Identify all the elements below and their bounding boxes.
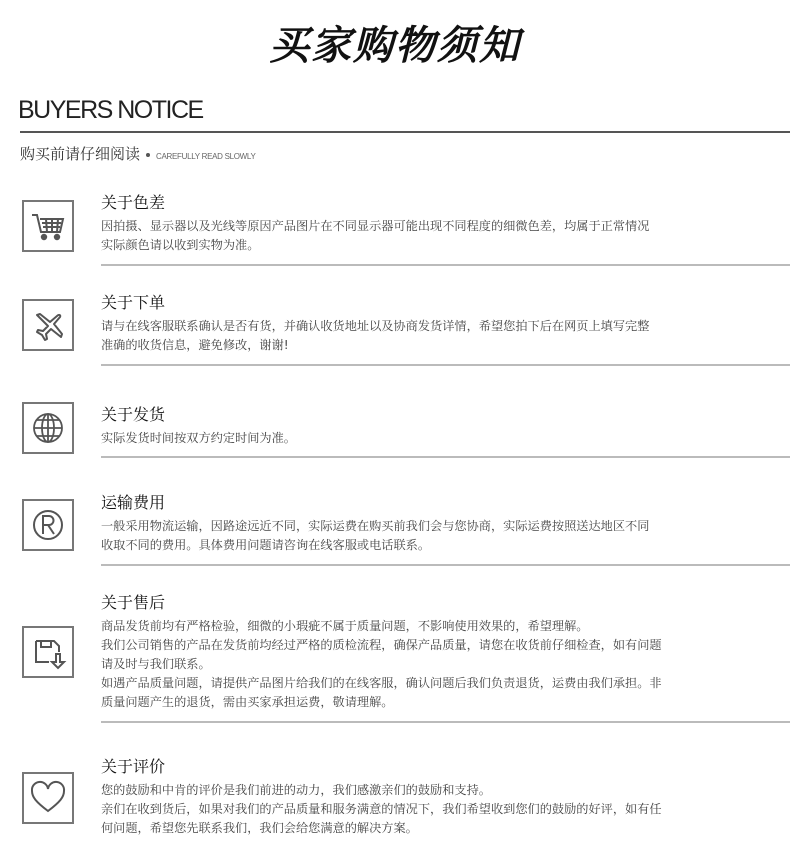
body-line: 您的鼓励和中肯的评价是我们前进的动力，我们感激亲们的鼓励和支持。 xyxy=(101,783,491,797)
body-line: 实际颜色请以收到实物为准。 xyxy=(101,238,260,252)
section-title: 运输费用 xyxy=(101,493,166,512)
body-line: 请及时与我们联系。 xyxy=(101,657,211,671)
body-line: 我们公司销售的产品在发货前均经过严格的质检流程，确保产品质量，请您在收货前仔细检查，如有问题 xyxy=(101,638,662,652)
body-line: 亲们在收到货后，如果对我们的产品质量和服务满意的情况下，我们希望收到您们的鼓励的好评，如有任 xyxy=(101,802,662,816)
airplane-icon xyxy=(22,299,74,351)
section-body xyxy=(101,781,751,838)
body-line: 准确的收货信息，避免修改，谢谢! xyxy=(101,338,289,352)
globe-icon xyxy=(22,402,74,454)
section-title: 关于下单 xyxy=(101,293,166,312)
bullet-dot xyxy=(146,153,150,157)
body-line: 收取不同的费用。具体费用问题请咨询在线客服或电话联系。 xyxy=(101,538,431,552)
body-line: 质量问题产生的退货，需由买家承担运费，敬请理解。 xyxy=(101,695,394,709)
section-body xyxy=(101,317,751,355)
section-body xyxy=(101,217,751,255)
section-divider xyxy=(101,721,790,723)
subtitle-cn: 购买前请仔细阅读 xyxy=(20,145,141,163)
body-line: 实际发货时间按双方约定时间为准。 xyxy=(101,431,296,445)
section-title: 关于评价 xyxy=(101,757,166,776)
heart-icon xyxy=(22,772,74,824)
return-box-icon xyxy=(22,626,74,678)
section-divider xyxy=(101,264,790,266)
section-divider xyxy=(101,564,790,566)
header-divider xyxy=(20,131,790,133)
section-title: 关于色差 xyxy=(101,193,166,212)
body-line: 一般采用物流运输，因路途远近不同，实际运费在购买前我们会与您协商，实际运费按照送达地区不同 xyxy=(101,519,650,533)
subtitle-en: CAREFULLY READ SLOWLY xyxy=(156,152,256,161)
section-body xyxy=(101,429,751,448)
subtitle-line xyxy=(20,143,256,164)
body-line: 请与在线客服联系确认是否有货，并确认收货地址以及协商发货详情，希望您拍下后在网页上填写完整 xyxy=(101,319,650,333)
shopping-cart-icon xyxy=(22,200,74,252)
body-line: 如遇产品质量问题，请提供产品图片给我们的在线客服，确认问题后我们负责退货，运费由我们承担。非 xyxy=(101,676,662,690)
body-line: 因拍摄、显示器以及光线等原因产品图片在不同显示器可能出现不同程度的细微色差，均属于正常情况 xyxy=(101,219,650,233)
page-title: 买家购物须知 xyxy=(269,23,521,69)
section-divider xyxy=(101,364,790,366)
section-title: 关于售后 xyxy=(101,593,166,612)
section-body xyxy=(101,617,751,712)
body-line: 商品发货前均有严格检验，细微的小瑕疵不属于质量问题，不影响使用效果的，希望理解。 xyxy=(101,619,589,633)
section-title: 关于发货 xyxy=(101,405,166,424)
registered-icon xyxy=(22,499,74,551)
english-title: BUYERS NOTICE xyxy=(18,96,203,124)
body-line: 何问题，希望您先联系我们，我们会给您满意的解决方案。 xyxy=(101,821,418,835)
section-body xyxy=(101,517,751,555)
section-divider xyxy=(101,456,790,458)
